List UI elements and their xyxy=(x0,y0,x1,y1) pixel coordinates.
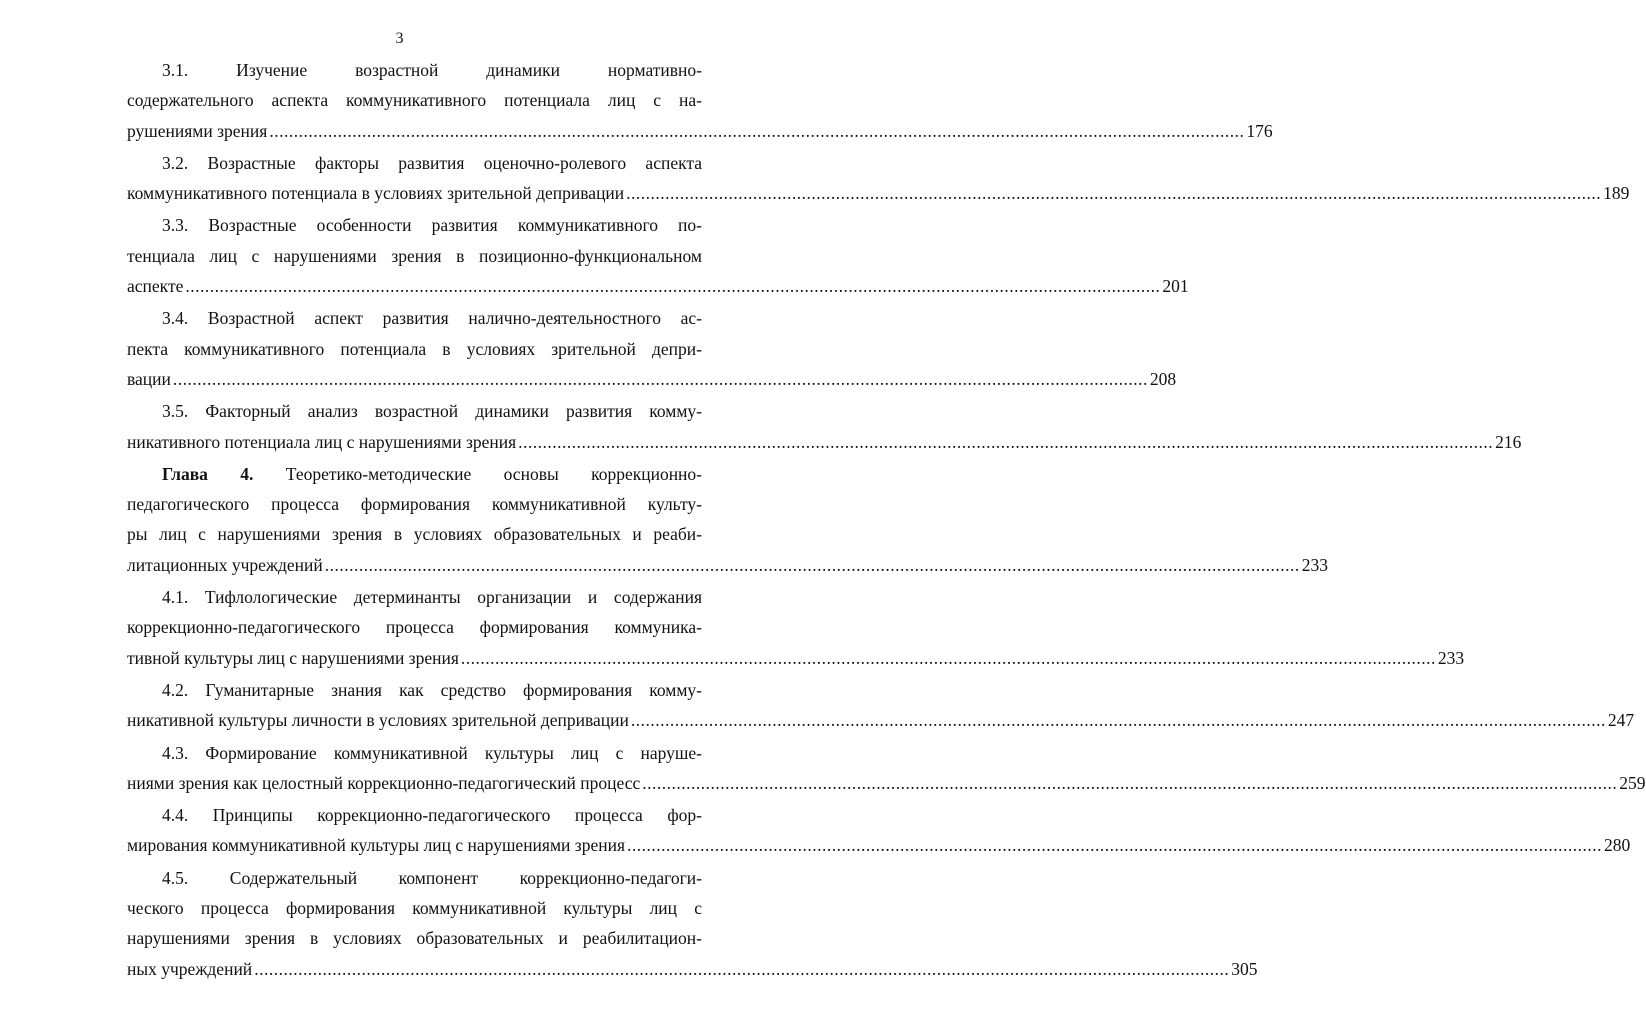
toc-entry-3-4[interactable] xyxy=(127,303,1177,394)
dot-leader: ........................................................................................................................................................................................................ xyxy=(626,183,1602,204)
dot-leader: ........................................................................................................................................................................................................ xyxy=(630,710,1606,731)
toc-entry-3-5[interactable] xyxy=(127,396,1522,457)
toc-line-text: аспекте xyxy=(127,276,184,297)
toc-line: 3.2. Возрастные факторы развития оценочно-ролевого аспекта xyxy=(162,152,702,173)
toc-entry-3-1[interactable] xyxy=(127,55,1273,146)
toc-page-number: 201 xyxy=(1162,276,1189,297)
toc-line-last xyxy=(127,705,1635,735)
toc-entry-4-4[interactable] xyxy=(127,800,1631,861)
toc-line-text: вации xyxy=(127,368,171,389)
toc-line: 3.1. Изучение возрастной динамики нормативно- xyxy=(162,60,702,80)
toc-line: ческого процесса формирования коммуникативной культуры лиц с xyxy=(127,898,702,919)
toc-line: пекта коммуникативного потенциала в условиях зрительной депри- xyxy=(127,338,702,359)
toc-entry-4-1[interactable] xyxy=(127,582,1465,673)
toc-page-number: 280 xyxy=(1604,835,1631,856)
toc-line-text: ниями зрения как целостный коррекционно-педагогический процесс xyxy=(127,772,641,793)
dot-leader: ........................................................................................................................................................................................................ xyxy=(518,431,1494,452)
dot-leader: ........................................................................................................................................................................................................ xyxy=(642,772,1618,793)
toc-line-text: рушениями зрения xyxy=(127,120,268,141)
toc-page-number: 216 xyxy=(1495,431,1522,452)
toc-line: ры лиц с нарушениями зрения в условиях образовательных и реаби- xyxy=(127,524,702,545)
toc-line-text: мирования коммуникативной культуры лиц с нарушениями зрения xyxy=(127,835,625,856)
toc-line-text: коммуникативного потенциала в условиях зрительной депривации xyxy=(127,183,625,204)
toc-entry-4-5[interactable] xyxy=(127,863,1258,984)
toc-line-last xyxy=(127,830,1631,860)
toc-entry-3-2[interactable] xyxy=(127,148,1630,209)
toc-line-text: литационных учреждений xyxy=(127,554,323,575)
toc-line-text: никативной культуры личности в условиях зрительной депривации xyxy=(127,710,629,731)
toc-page-number: 233 xyxy=(1301,554,1328,575)
toc-page-number: 233 xyxy=(1437,647,1465,668)
dot-leader: ........................................................................................................................................................................................................ xyxy=(627,835,1602,856)
toc-line-last xyxy=(127,364,1177,394)
toc-line: 4.1. Тифлологические детерминанты организации и содержания xyxy=(162,587,702,608)
toc-line: 3.5. Факторный анализ возрастной динамики развития комму- xyxy=(162,401,702,422)
toc-line-text: тивной культуры лиц с нарушениями зрения xyxy=(127,647,459,668)
toc-line: содержательного аспекта коммуникативного потенциала лиц с на- xyxy=(127,90,702,111)
dot-leader: ........................................................................................................................................................................................................ xyxy=(254,958,1230,979)
toc-line-last xyxy=(127,550,1328,580)
toc-line xyxy=(127,459,702,489)
toc-line: 3.4. Возрастной аспект развития налично-деятельностного ас- xyxy=(162,308,702,329)
dot-leader: ........................................................................................................................................................................................................ xyxy=(324,554,1300,575)
toc-entry-4-2[interactable] xyxy=(127,675,1635,736)
toc-line-last xyxy=(127,954,1258,984)
toc-line-text: ных учреждений xyxy=(127,958,253,979)
toc-entry-chapter-4[interactable] xyxy=(127,459,1328,580)
toc-line-text: Теоретико-методические основы коррекционно- xyxy=(253,463,703,484)
toc-line-last xyxy=(127,271,1189,301)
toc-entry-4-3[interactable] xyxy=(127,738,1646,799)
toc-line-text: никативного потенциала лиц с нарушениями зрения xyxy=(127,431,517,452)
toc-line: коррекционно-педагогического процесса формирования коммуника- xyxy=(127,617,702,638)
toc-page-number: 259 xyxy=(1619,772,1646,793)
toc-line: 4.2. Гуманитарные знания как средство формирования комму- xyxy=(162,679,702,700)
toc-line: 4.5. Содержательный компонент коррекционно-педагоги- xyxy=(162,867,702,888)
toc-line-last xyxy=(127,116,1273,146)
toc-line-last xyxy=(127,427,1522,457)
table-of-contents xyxy=(127,55,1646,986)
dot-leader: ........................................................................................................................................................................................................ xyxy=(460,647,1436,668)
toc-line-last xyxy=(127,768,1646,798)
toc-line-last xyxy=(127,643,1465,673)
dot-leader: ........................................................................................................................................................................................................ xyxy=(185,276,1161,297)
toc-line-last xyxy=(127,178,1630,208)
toc-entry-3-3[interactable] xyxy=(127,210,1189,301)
toc-page-number: 189 xyxy=(1603,183,1630,204)
toc-page-number: 176 xyxy=(1246,120,1273,141)
toc-page-number: 247 xyxy=(1607,710,1635,731)
toc-page-number: 208 xyxy=(1149,368,1177,389)
toc-line: 3.3. Возрастные особенности развития коммуникативного по- xyxy=(162,215,702,236)
chapter-label: Глава 4. xyxy=(162,463,254,484)
toc-line: тенциала лиц с нарушениями зрения в позиционно-функциональном xyxy=(127,245,702,266)
dot-leader: ........................................................................................................................................................................................................ xyxy=(269,120,1245,141)
toc-line: нарушениями зрения в условиях образовательных и реабилитацион- xyxy=(127,928,702,949)
dot-leader: ........................................................................................................................................................................................................ xyxy=(172,368,1148,389)
toc-line: 4.4. Принципы коррекционно-педагогического процесса фор- xyxy=(162,805,702,826)
toc-line: 4.3. Формирование коммуникативной культуры лиц с наруше- xyxy=(162,742,702,763)
toc-line: педагогического процесса формирования коммуникативной культу- xyxy=(127,494,702,515)
page-number: 3 xyxy=(395,30,404,47)
toc-page-number: 305 xyxy=(1231,958,1258,979)
